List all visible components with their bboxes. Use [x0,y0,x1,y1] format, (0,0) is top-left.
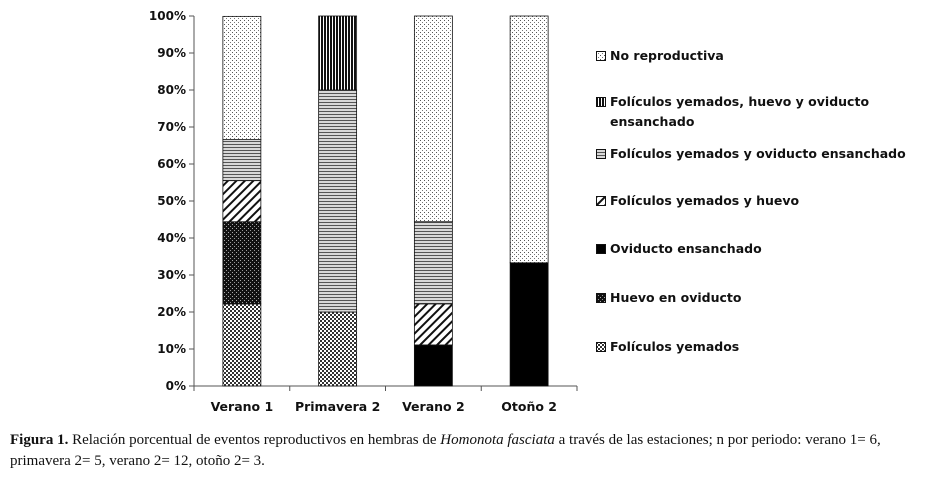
y-tick-label: 100% [148,9,186,23]
x-category-label: Primavera 2 [294,399,381,414]
bar-segment [319,90,357,312]
legend-label: Oviducto ensanchado [610,241,762,256]
bar-segment [414,16,452,222]
x-category-label: Verano 1 [210,399,274,414]
bar-segment [223,16,261,139]
bars [223,16,548,386]
caption-species: Homonota fasciata [440,432,555,448]
legend-label: No reproductiva [610,48,724,63]
bar-segment [223,140,261,181]
bar-segment [319,312,357,386]
y-tick-label: 50% [157,194,186,208]
x-category-label: Verano 2 [402,399,465,414]
legend-swatch [596,97,606,107]
bar-segment [223,181,261,222]
x-category-label: Otoño 2 [501,399,557,414]
bar-segment [319,16,357,90]
caption-text-before: Relación porcentual de eventos reproductivos en hembras de [68,432,441,448]
y-tick-label: 60% [157,157,186,171]
y-tick-label: 80% [157,83,186,97]
y-tick-label: 30% [157,268,186,282]
bar-segment [414,304,452,345]
legend-swatch [596,244,606,254]
bar-segment [414,222,452,304]
legend-swatch [596,342,606,352]
y-tick-label: 40% [157,231,186,245]
y-tick-label: 90% [157,46,186,60]
legend-label: Huevo en oviducto [610,290,742,305]
legend-swatch [596,51,606,61]
caption-label: Figura 1. [10,432,69,448]
legend-label: Folículos yemados y oviducto ensanchado [610,146,906,161]
legend-swatch [596,196,606,206]
legend-label: Folículos yemados y huevo [610,193,800,208]
bar-segment [223,304,261,386]
bar-segment [414,345,452,386]
caption-text-after: a través de las estaciones; n por periodo: verano 1= 6, primavera 2= 5, verano 2= 12, otoño 2= 3. [10,432,881,469]
y-tick-label: 20% [157,305,186,319]
legend-swatch [596,149,606,159]
y-tick-label: 70% [157,120,186,134]
legend-label: Folículos yemados [610,339,740,354]
legend-label: Folículos yemados, huevo y oviducto ensanchado [610,94,870,129]
bar-segment [223,222,261,304]
bar-segment [510,263,548,386]
figure-caption [10,430,930,472]
y-tick-label: 10% [157,342,186,356]
legend-swatch [596,293,606,303]
y-tick-label: 0% [165,379,186,393]
bar-segment [510,16,548,263]
